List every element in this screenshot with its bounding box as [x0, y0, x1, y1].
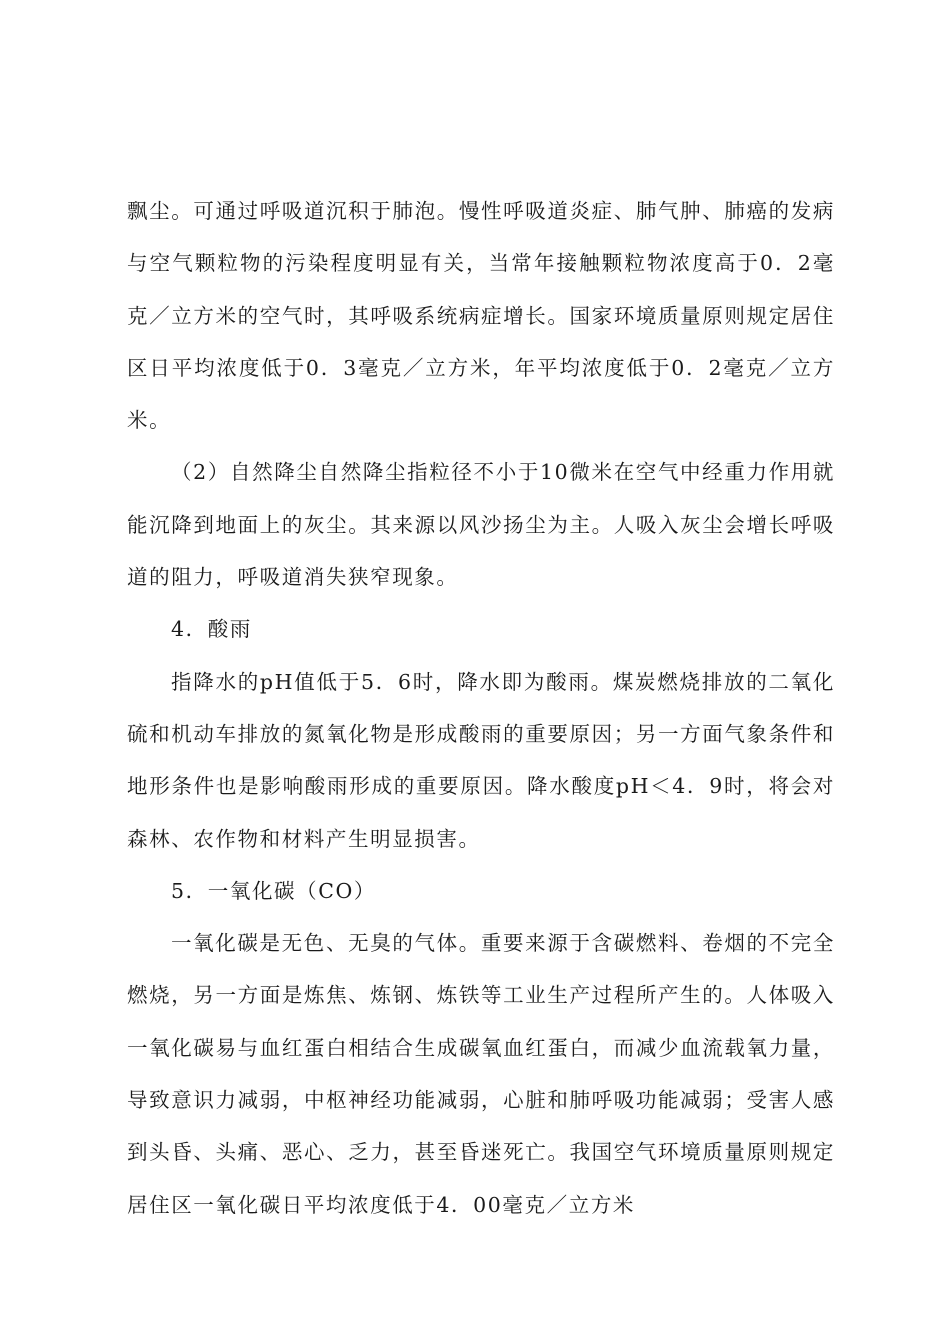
paragraph-carbon-monoxide: 一氧化碳是无色、无臭的气体。重要来源于含碳燃料、卷烟的不完全燃烧，另一方面是炼焦、炼钢、炼铁等工业生产过程所产生的。人体吸入一氧化碳易与血红蛋白相结合生成碳氧血红蛋白，而减少血流载氧力量，导致意识力减弱，中枢神经功能减弱，心脏和肺呼吸功能减弱；受害人感到头昏、头痛、恶心、乏力，甚至昏迷死亡。我国空气环境质量原则规定居住区一氧化碳日平均浓度低于4．00毫克／立方米	[127, 931, 835, 1217]
heading-carbon-monoxide: 5．一氧化碳（CO）	[171, 878, 377, 903]
document-body	[127, 185, 835, 1231]
paragraph-particulate-health: 飘尘。可通过呼吸道沉积于肺泡。慢性呼吸道炎症、肺气肿、肺癌的发病与空气颗粒物的污染程度明显有关，当常年接触颗粒物浓度高于0．2毫克／立方米的空气时，其呼吸系统病症增长。国家环境质量原则规定居住区日平均浓度低于0．3毫克／立方米，年平均浓度低于0．2毫克／立方米。	[127, 199, 835, 433]
heading-acid-rain: 4．酸雨	[171, 617, 252, 642]
paragraph-natural-dustfall: （2）自然降尘自然降尘指粒径不小于10微米在空气中经重力作用就能沉降到地面上的灰尘。其来源以风沙扬尘为主。人吸入灰尘会增长呼吸道的阻力，呼吸道消失狭窄现象。	[127, 460, 835, 590]
paragraph-acid-rain: 指降水的pH值低于5．6时，降水即为酸雨。煤炭燃烧排放的二氧化硫和机动车排放的氮氧化物是形成酸雨的重要原因；另一方面气象条件和地形条件也是影响酸雨形成的重要原因。降水酸度pH＜4．9时，将会对森林、农作物和材料产生明显损害。	[127, 669, 835, 851]
